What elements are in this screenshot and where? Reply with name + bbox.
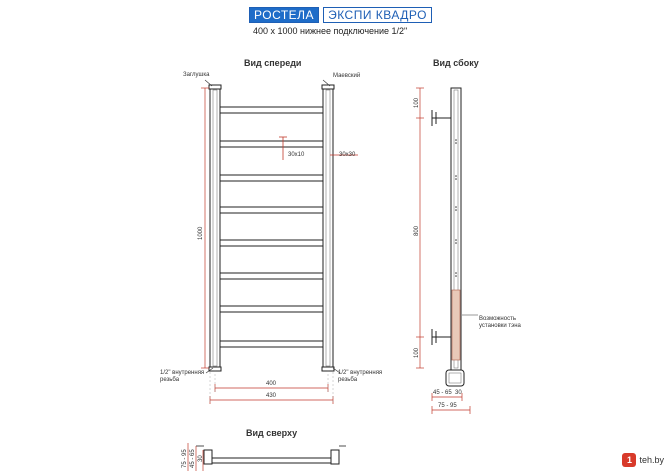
- bottom-fitting: [446, 370, 464, 386]
- axis-width-dim: 400: [266, 381, 277, 387]
- side-view-drawing: [416, 88, 478, 414]
- crossbar-section-dim: 30x10: [288, 152, 305, 158]
- side-depth-dim-1: 45 - 65: [433, 390, 452, 396]
- inner-thread-right-label: 1/2" внутренняя резьба: [338, 370, 383, 383]
- product-subtitle: 400 x 1000 нижнее подключение 1/2": [253, 26, 408, 36]
- watermark: [622, 453, 664, 467]
- heater-zone: [452, 290, 460, 360]
- side-middle-dim: 800: [414, 225, 420, 236]
- top-view-drawing: [188, 443, 346, 471]
- crossbar: [220, 175, 323, 181]
- brand-name: РОСТЕЛА: [249, 7, 319, 23]
- total-width-dim: 430: [266, 393, 277, 399]
- crossbar: [220, 341, 323, 347]
- watermark-text: teh.by: [639, 455, 664, 465]
- watermark-logo-icon: 1: [622, 453, 636, 467]
- top-rail: [210, 458, 333, 463]
- side-top-dim: 100: [414, 97, 420, 108]
- crossbar: [220, 306, 323, 312]
- heater-label: Возможность установки тэна: [479, 316, 521, 329]
- crossbar: [220, 107, 323, 113]
- top-dim-a: 75 - 95: [182, 449, 188, 468]
- crossbar: [220, 141, 323, 147]
- right-post: [323, 88, 333, 368]
- inner-thread-left-label: 1/2" внутренняя резьба: [160, 370, 205, 383]
- crossbar: [220, 207, 323, 213]
- height-dim: 1000: [198, 226, 204, 240]
- crossbar: [220, 273, 323, 279]
- top-dim-c: 30: [198, 455, 204, 462]
- cap-label: Заглушка: [183, 72, 210, 78]
- crossbar: [220, 240, 323, 246]
- front-view-title: Вид спереди: [244, 58, 302, 68]
- model-name: ЭКСПИ КВАДРО: [323, 7, 432, 23]
- side-depth-dim-2: 75 - 95: [438, 403, 457, 409]
- left-post: [210, 88, 220, 368]
- top-view-title: Вид сверху: [246, 428, 298, 438]
- side-view-title: Вид сбоку: [433, 58, 479, 68]
- side-depth-dim-1b: 30: [455, 390, 462, 396]
- front-view-drawing: [201, 80, 358, 404]
- side-bottom-dim: 100: [414, 347, 420, 358]
- mayevsky-label: Маевский: [333, 73, 361, 79]
- post-section-dim: 30x30: [339, 152, 356, 158]
- top-dim-b: 45 - 65: [190, 449, 196, 468]
- crossbars: [220, 107, 323, 347]
